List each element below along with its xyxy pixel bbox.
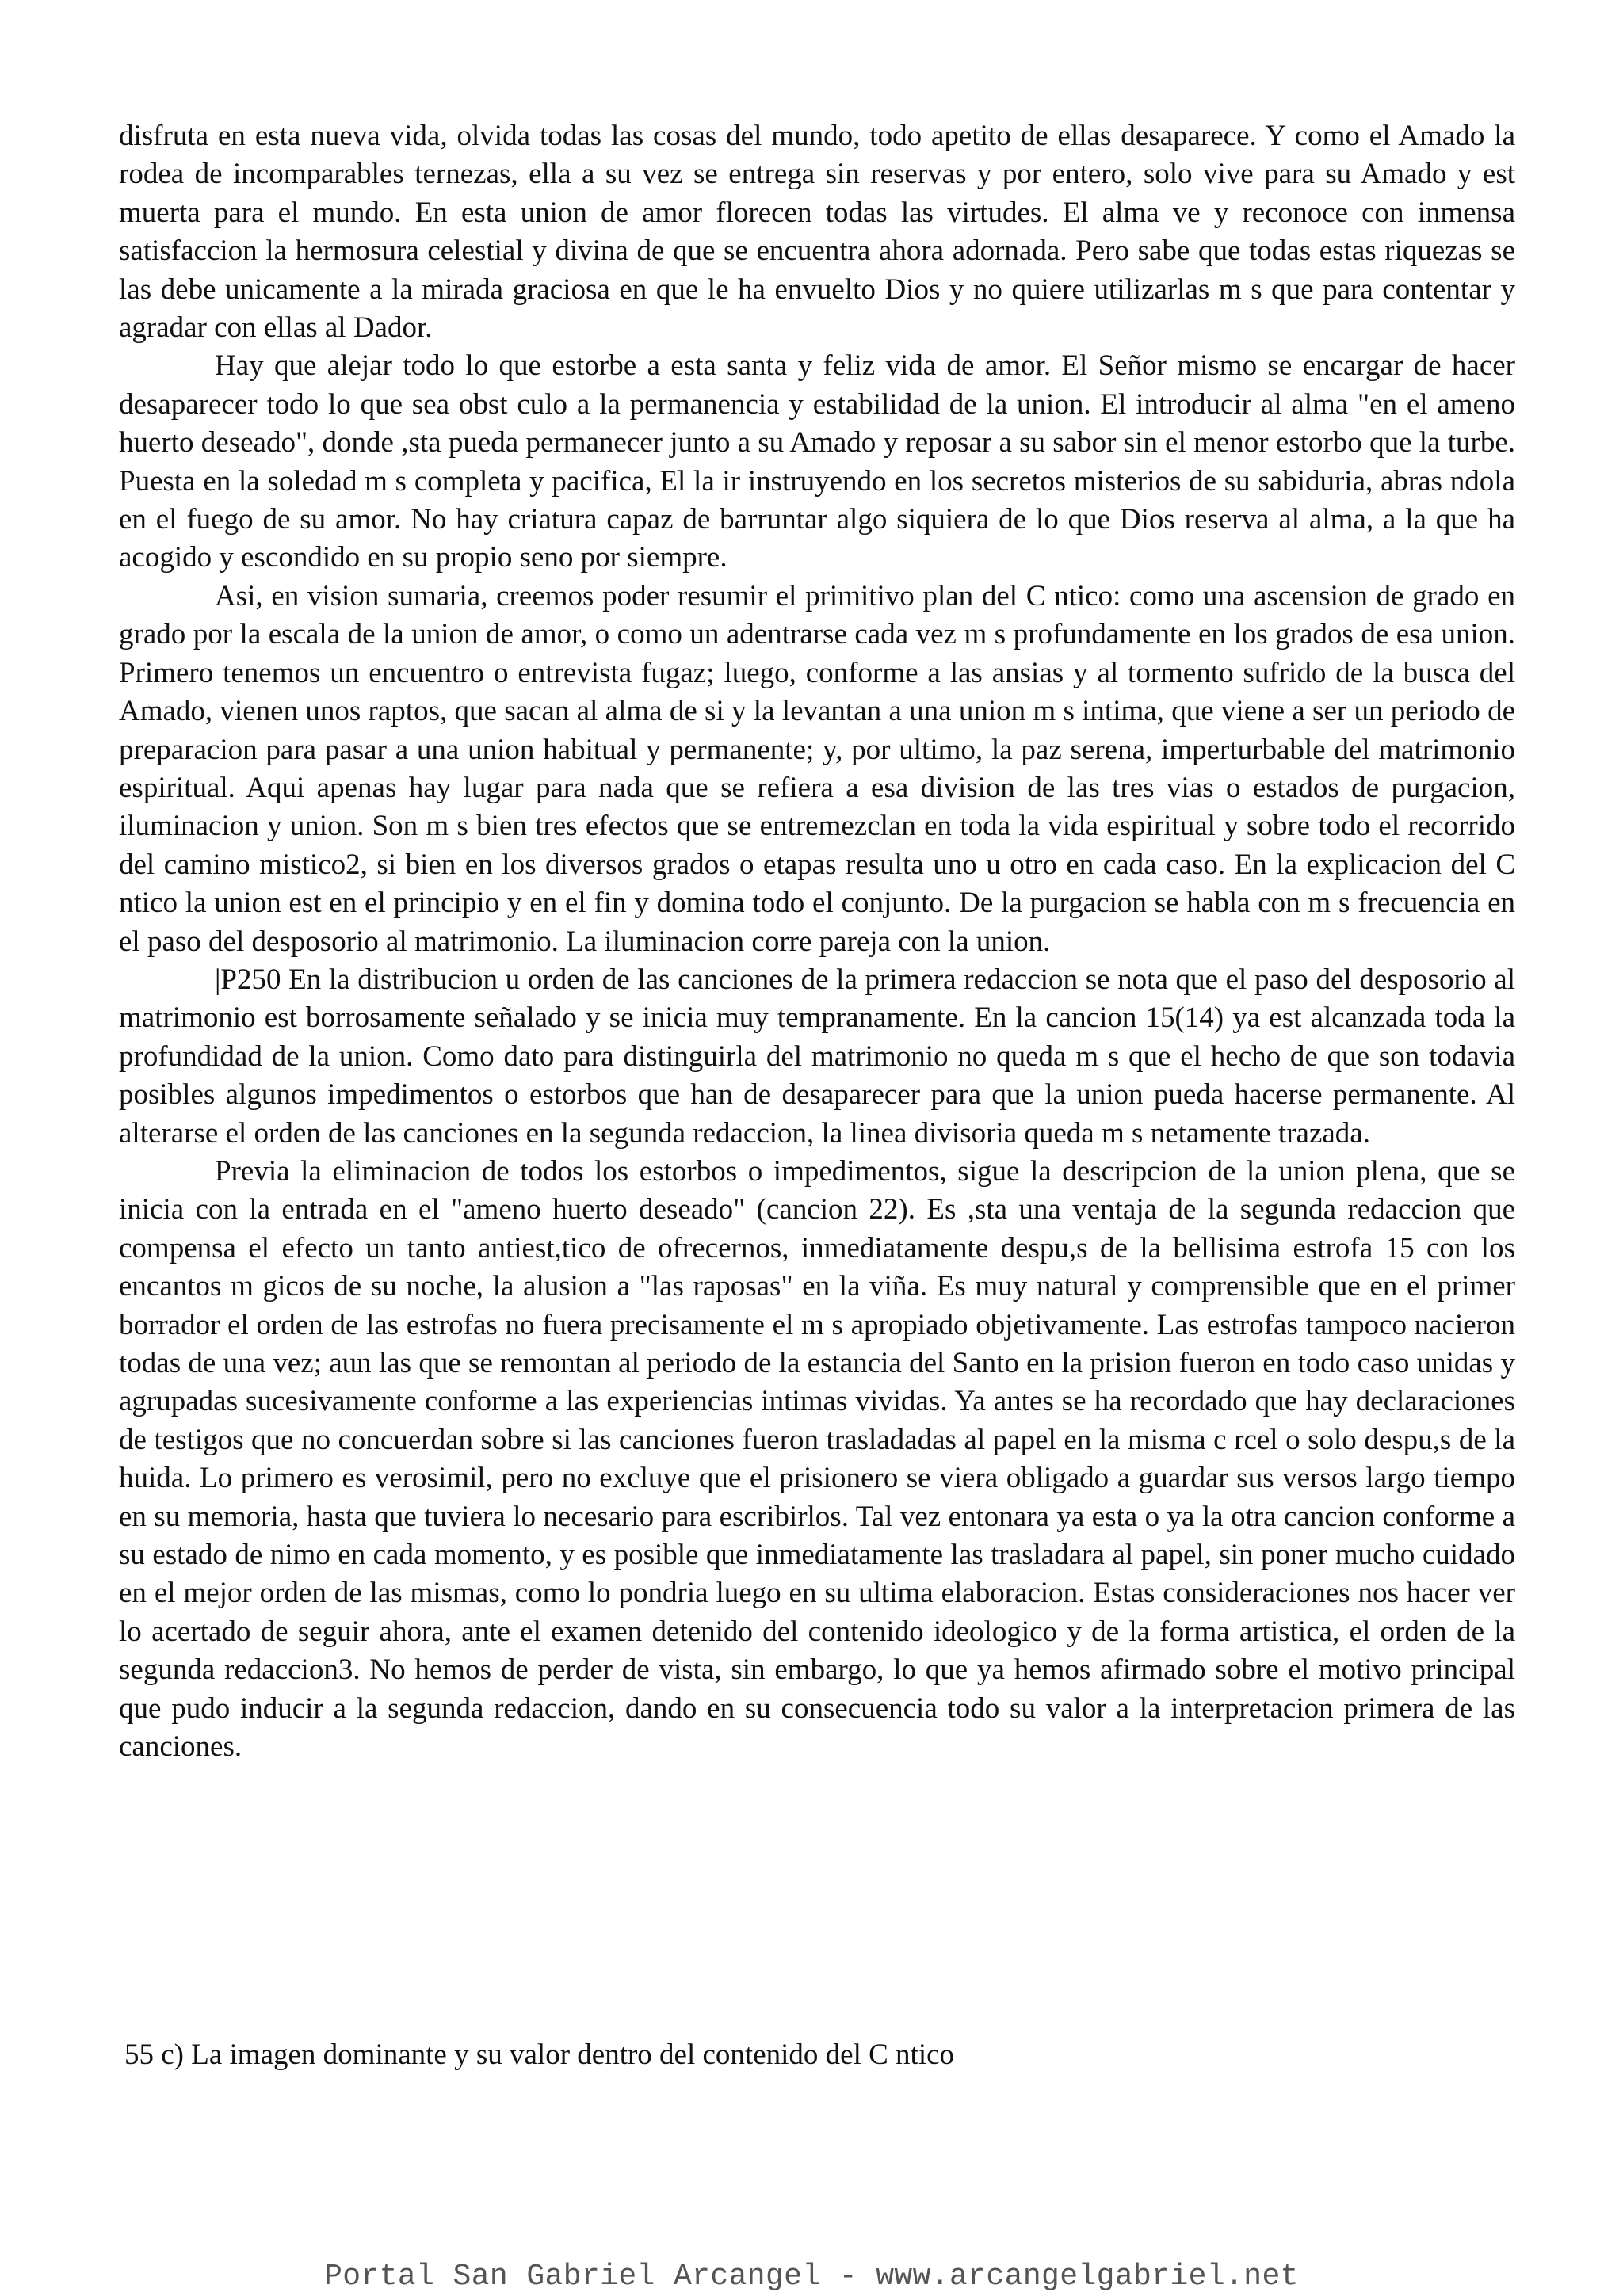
paragraph-5: Previa la eliminacion de todos los estorbos o impedimentos, sigue la descripcion de la union plena, que se inicia con la entrada en el "ameno huerto deseado" (cancion 22). Es ,sta una ventaja de la segunda redaccion que compensa el efecto un tanto antiest,tico de ofrecernos, inmediatamente despu,s de la bellisima estrofa 15 con los encantos m gicos de su noche, la alusion a "las raposas" en la viña. Es muy natural y comprensible que en el primer borrador el orden de las estrofas no fuera precisamente el m s apropiado objetivamente. Las estrofas tampoco nacieron todas de una vez; aun las que se remontan al periodo de la estancia del Santo en la prision fueron en todo caso unidas y agrupadas sucesivamente conforme a las experiencias intimas vividas. Ya antes se ha recordado que hay declaraciones de testigos que no concuerdan sobre si las canciones fueron trasladadas al papel en la misma c rcel o solo despu,s de la huida. Lo primero es verosimil, pero no excluye que el prisionero se viera obligado a guardar sus versos largo tiempo en su memoria, hasta que tuviera lo necesario para escribirlos. Tal vez entonara ya esta o ya la otra cancion conforme a su estado de nimo en cada momento, y es posible que inmediatamente las trasladara al papel, sin poner mucho cuidado en el mejor orden de las mismas, como lo pondria luego en su ultima elaboracion. Estas consideraciones nos hacer ver lo acertado de seguir ahora, ante el examen detenido del contenido ideologico y de la forma artistica, el orden de la segunda redaccion3. No hemos de perder de vista, sin embargo, lo que ya hemos afirmado sobre el motivo principal que pudo inducir a la segunda redaccion, dando en su consecuencia todo su valor a la interpretacion primera de las canciones. <box>119 1154 1515 1764</box>
section-heading: 55 c) La imagen dominante y su valor dentro del contenido del C ntico <box>124 2039 955 2071</box>
paragraph-2: Hay que alejar todo lo que estorbe a esta santa y feliz vida de amor. El Señor mismo se encargar de hacer desaparecer todo lo que sea obst culo a la permanencia y estabilidad de la union. El introducir al alma "en el ameno huerto deseado", donde ,sta pueda permanecer junto a su Amado y reposar a su sabor sin el menor estorbo que la turbe. Puesta en la soledad m s completa y pacifica, El la ir instruyendo en los secretos misterios de su sabiduria, abras ndola en el fuego de su amor. No hay criatura capaz de barruntar algo siquiera de lo que Dios reserva al alma, a la que ha acogido y escondido en su propio seno por siempre. <box>119 349 1515 574</box>
page-footer: Portal San Gabriel Arcangel - www.arcangelgabriel.net <box>324 2260 1299 2294</box>
paragraph-4: |P250 En la distribucion u orden de las canciones de la primera redaccion se nota que el paso del desposorio al matrimonio est borrosamente señalado y se inicia muy tempranamente. En la cancion 15(14) ya est alcanzada toda la profundidad de la union. Como dato para distinguirla del matrimonio no queda m s que el hecho de que son todavia posibles algunos impedimentos o estorbos que han de desaparecer para que la union pueda hacerse permanente. Al alterarse el orden de las canciones en la segunda redaccion, la linea divisoria queda m s netamente trazada. <box>119 963 1515 1150</box>
paragraph-1: disfruta en esta nueva vida, olvida todas las cosas del mundo, todo apetito de ellas desaparece. Y como el Amado la rodea de incomparables ternezas, ella a su vez se entrega sin reservas y por entero, solo vive para su Amado y est muerta para el mundo. En esta union de amor florecen todas las virtudes. El alma ve y reconoce con inmensa satisfaccion la hermosura celestial y divina de que se encuentra ahora adornada. Pero sabe que todas estas riquezas se las debe unicamente a la mirada graciosa en que le ha envuelto Dios y no quiere utilizarlas m s que para contentar y agradar con ellas al Dador. <box>119 120 1515 345</box>
paragraph-3: Asi, en vision sumaria, creemos poder resumir el primitivo plan del C ntico: como una ascension de grado en grado por la escala de la union de amor, o como un adentrarse cada vez m s profundamente en los grados de esa union. Primero tenemos un encuentro o entrevista fugaz; luego, conforme a las ansias y al tormento sufrido de la busca del Amado, vienen unos raptos, que sacan al alma de si y la levantan a una union m s intima, que viene a ser un periodo de preparacion para pasar a una union habitual y permanente; y, por ultimo, la paz serena, imperturbable del matrimonio espiritual. Aqui apenas hay lugar para nada que se refiera a esa division de las tres vias o estados de purgacion, iluminacion y union. Son m s bien tres efectos que se entremezclan en toda la vida espiritual y sobre todo el recorrido del camino mistico2, si bien en los diversos grados o etapas resulta uno u otro en cada caso. En la explicacion del C ntico la union est en el principio y en el fin y domina todo el conjunto. De la purgacion se habla con m s frecuencia en el paso del desposorio al matrimonio. La iluminacion corre pareja con la union. <box>119 579 1515 958</box>
document-body <box>119 117 1515 1766</box>
